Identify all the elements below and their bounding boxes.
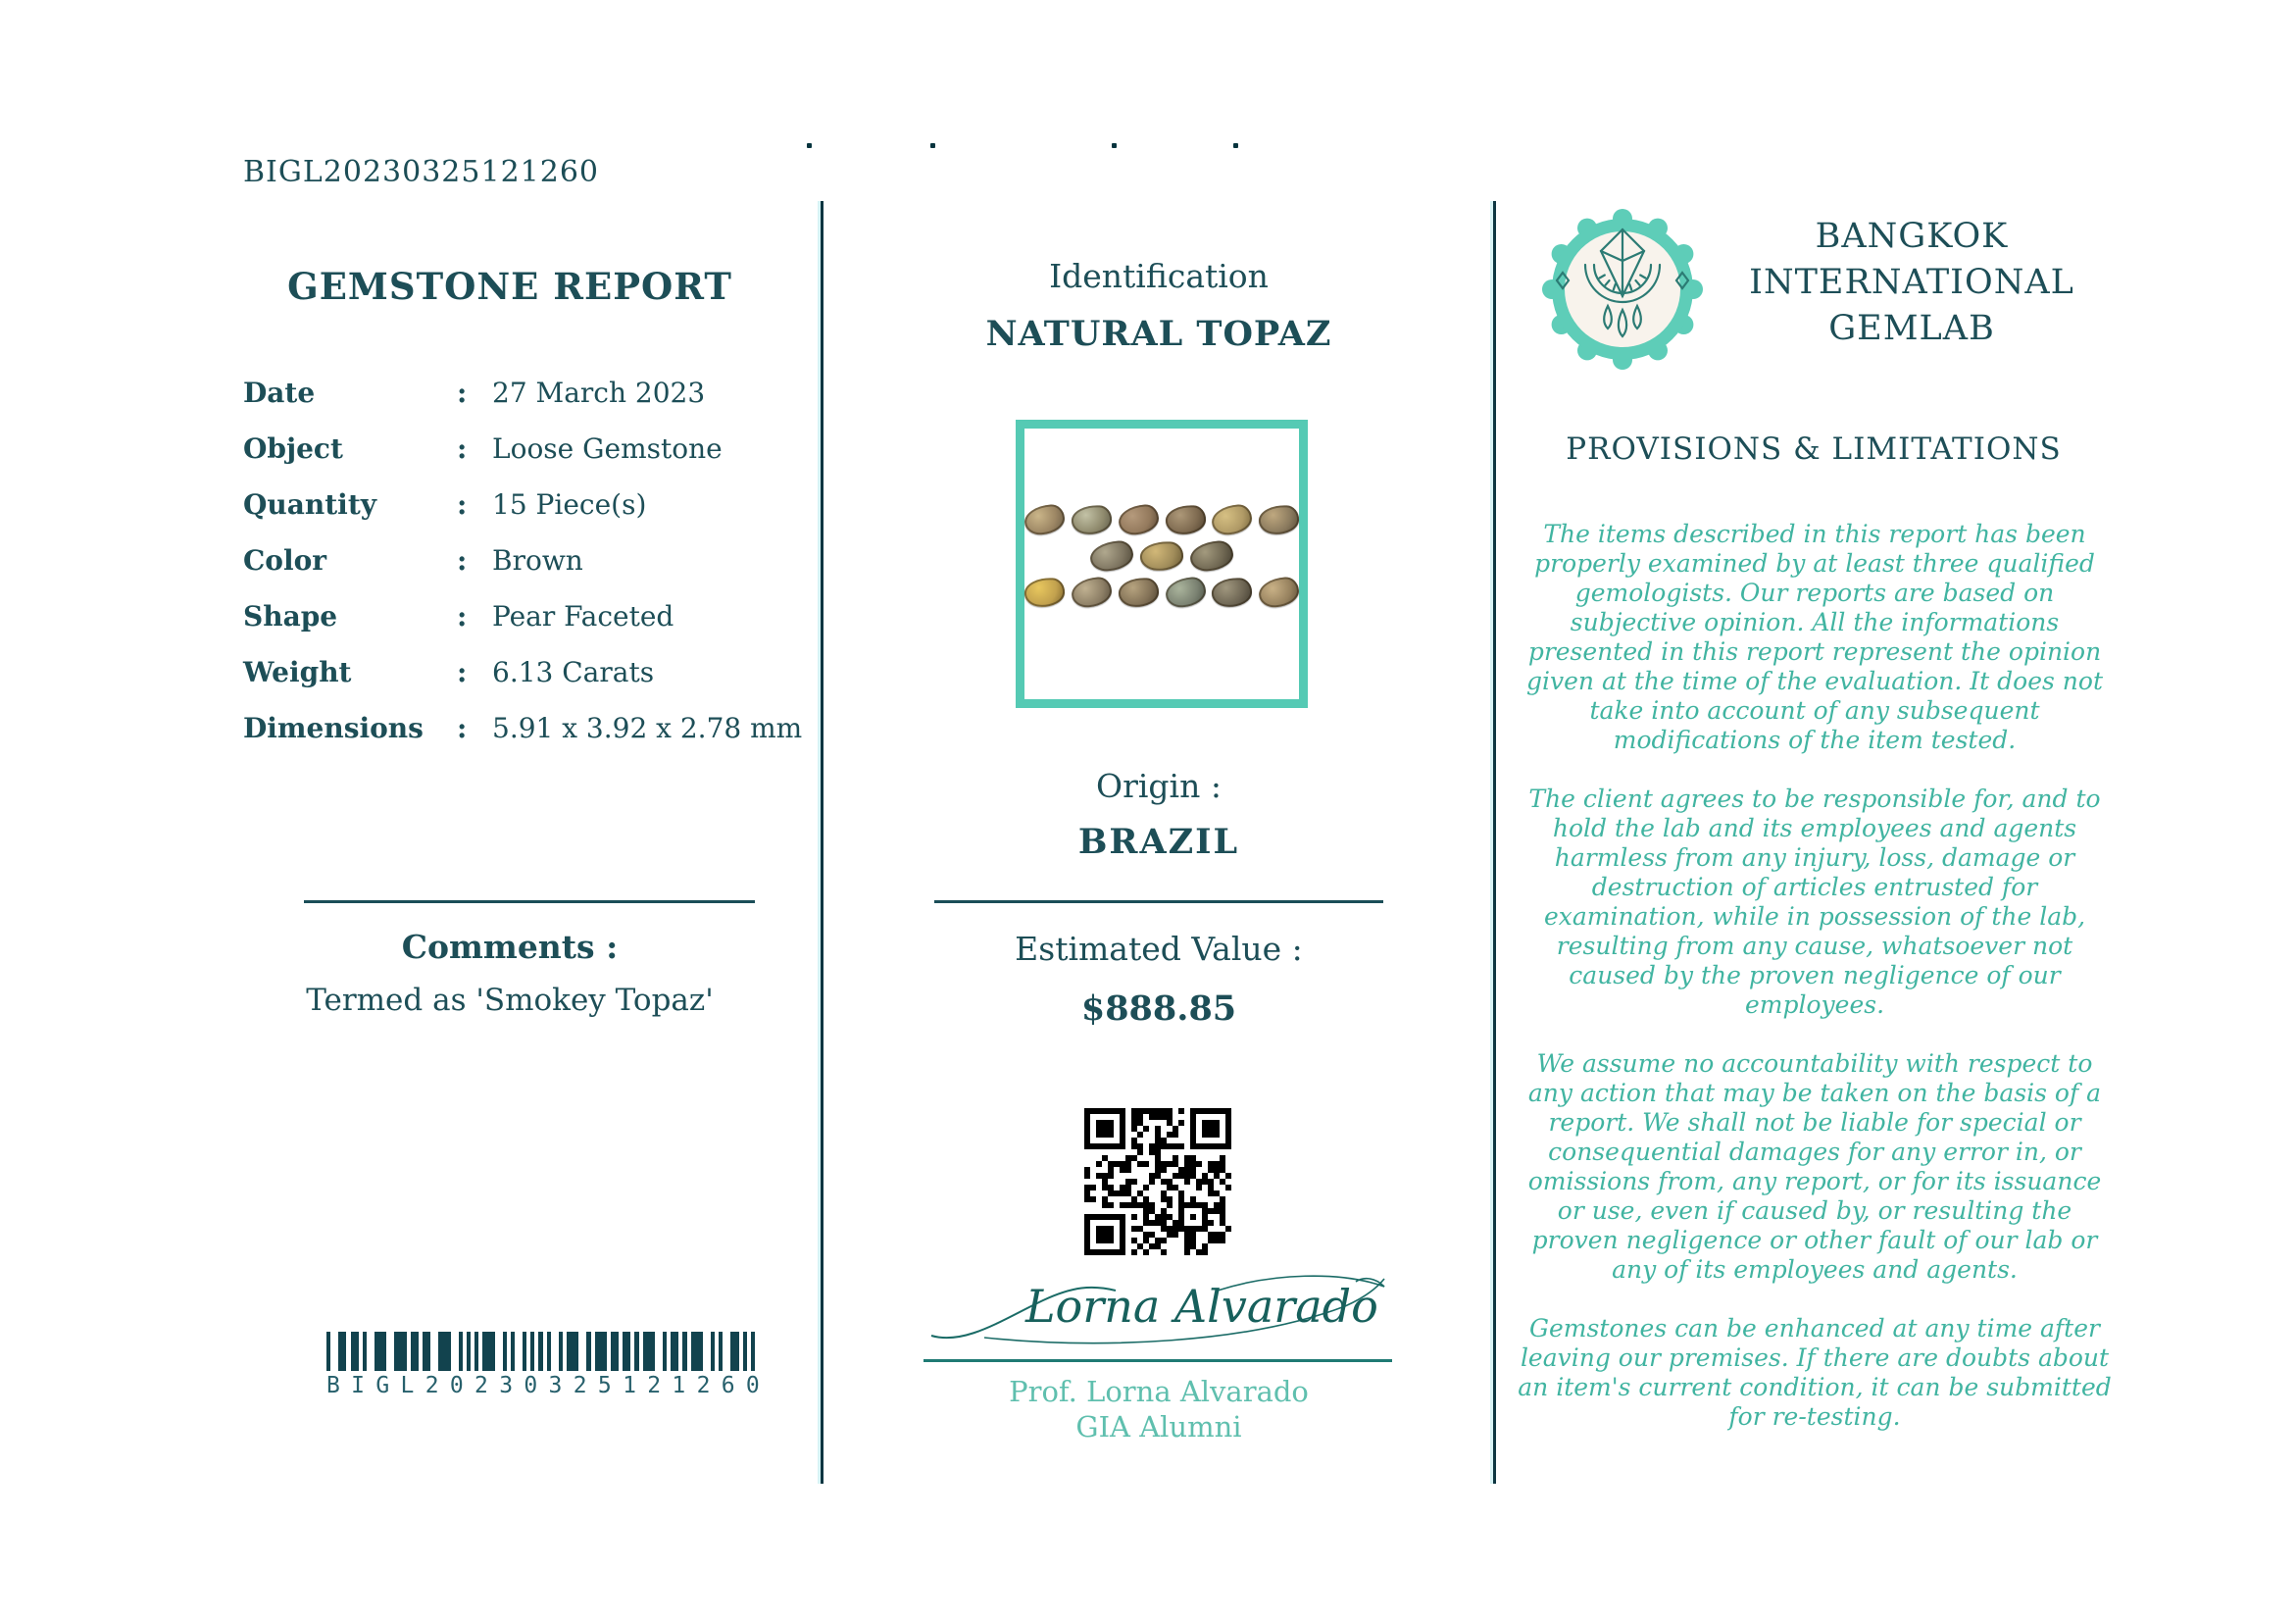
comments-label: Comments : xyxy=(401,928,619,966)
field-colon: : xyxy=(457,600,468,633)
identification-value: NATURAL TOPAZ xyxy=(985,314,1332,354)
provisions-paragraph: We assume no accountability with respect to any action that may be taken on the basis of a report. We shall not be liable for special or consequential damages for any error in, or omissions from, any report, or for its issuance or use, even if caused by, or resulting the proven negligence or other fault of our lab or any of its employees and agents. xyxy=(1527,1049,2102,1284)
page-title: GEMSTONE REPORT xyxy=(287,265,732,308)
barcode-bars xyxy=(326,1332,760,1371)
field-colon: : xyxy=(457,432,468,465)
field-colon: : xyxy=(457,656,468,688)
gemstone-photo-stones xyxy=(1024,505,1299,607)
lab-name-line: BANGKOK xyxy=(1815,217,2009,256)
gemstone xyxy=(1139,540,1184,572)
gemstone xyxy=(1023,577,1065,608)
gemstone xyxy=(1165,504,1206,535)
gemstone xyxy=(1071,577,1113,609)
table-row xyxy=(243,544,812,578)
gemstone xyxy=(1118,577,1159,608)
lab-name-line: INTERNATIONAL xyxy=(1749,263,2074,302)
provisions-paragraphs xyxy=(1518,520,2112,1461)
table-row xyxy=(243,432,812,466)
field-value: 6.13 Carats xyxy=(492,656,655,688)
field-label: Weight xyxy=(243,656,352,688)
gemstone xyxy=(1071,504,1112,535)
provisions-paragraph: The client agrees to be responsible for, and to hold the lab and its employees and agents harmless from any injury, loss, damage or destruction of articles entrusted for examination, while in possession of the lab, resulting from any cause, whatsoever not caused by the proven negligence of our employees. xyxy=(1528,785,2101,1019)
barcode-text: B I G L 2 0 2 3 0 3 2 5 1 2 1 2 6 0 xyxy=(326,1373,760,1398)
gemstone xyxy=(1118,504,1160,536)
column-divider-right xyxy=(1493,201,1496,1484)
field-colon: : xyxy=(457,377,468,409)
table-row xyxy=(243,600,812,633)
field-value: Loose Gemstone xyxy=(492,432,723,465)
signature-name: Lorna Alvarado xyxy=(1025,1280,1378,1333)
registration-dot xyxy=(807,143,812,148)
stone-row xyxy=(1024,505,1299,534)
field-label: Dimensions xyxy=(243,712,424,744)
gemstone xyxy=(1023,504,1066,536)
table-row xyxy=(243,656,812,689)
field-value: Brown xyxy=(492,544,583,577)
registration-dot xyxy=(1233,143,1238,148)
table-row xyxy=(243,712,812,745)
stone-row xyxy=(1024,541,1299,571)
lab-name xyxy=(1723,214,2100,352)
field-value: 5.91 x 3.92 x 2.78 mm xyxy=(492,712,803,744)
signature xyxy=(923,1251,1392,1355)
field-label: Object xyxy=(243,432,343,465)
field-colon: : xyxy=(457,488,468,521)
field-label: Quantity xyxy=(243,488,377,521)
field-value: 27 March 2023 xyxy=(492,377,706,409)
stone-row xyxy=(1024,578,1299,607)
table-row xyxy=(243,377,812,410)
provisions-paragraph: Gemstones can be enhanced at any time after leaving our premises. If there are doubts about an item's current condition, it can be submitted for re-testing. xyxy=(1518,1314,2112,1431)
signer-credential: GIA Alumni xyxy=(1075,1410,1242,1444)
report-number: BIGL20230325121260 xyxy=(243,155,599,189)
qr-code xyxy=(1084,1108,1231,1255)
gemstone xyxy=(1258,577,1300,609)
gemstone-details-table xyxy=(243,377,812,768)
column-divider-left xyxy=(821,201,824,1484)
gemstone-photo xyxy=(1016,420,1308,708)
gemstone xyxy=(1089,540,1134,573)
gemlab-logo-icon xyxy=(1539,206,1706,373)
comments-divider xyxy=(304,900,755,903)
registration-dot xyxy=(930,143,935,148)
field-label: Shape xyxy=(243,600,338,633)
field-value: Pear Faceted xyxy=(492,600,674,633)
provisions-paragraph: The items described in this report has been properly examined by at least three qualified gemologists. Our reports are based on subjective opinion. All the informations presented in this report represent the opinion given at the time of the evaluation. It does not take into account of any subsequent modifications of the item tested. xyxy=(1526,520,2103,754)
qr-code-pattern xyxy=(1084,1108,1231,1255)
origin-value: BRAZIL xyxy=(1077,822,1240,862)
field-label: Color xyxy=(243,544,327,577)
field-colon: : xyxy=(457,544,468,577)
gemstone xyxy=(1189,540,1234,573)
comments-value: Termed as 'Smokey Topaz' xyxy=(306,983,714,1018)
table-row xyxy=(243,488,812,522)
gemstone xyxy=(1212,577,1253,608)
middle-divider xyxy=(934,900,1383,903)
field-value: 15 Piece(s) xyxy=(492,488,647,521)
gemstone xyxy=(1211,504,1253,536)
lab-name-line: GEMLAB xyxy=(1828,309,1995,348)
barcode xyxy=(326,1332,760,1398)
registration-dot xyxy=(1112,143,1117,148)
signature-divider xyxy=(923,1359,1392,1362)
gemstone xyxy=(1258,504,1299,535)
gemstone xyxy=(1165,577,1207,609)
identification-label: Identification xyxy=(1049,257,1269,295)
provisions-title: PROVISIONS & LIMITATIONS xyxy=(1566,431,2062,467)
signer-name: Prof. Lorna Alvarado xyxy=(1009,1375,1309,1408)
field-label: Date xyxy=(243,377,316,409)
origin-label: Origin : xyxy=(1096,767,1222,805)
estimated-value-amount: $888.85 xyxy=(1080,988,1237,1029)
estimated-value-label: Estimated Value : xyxy=(1015,930,1303,968)
field-colon: : xyxy=(457,712,468,744)
